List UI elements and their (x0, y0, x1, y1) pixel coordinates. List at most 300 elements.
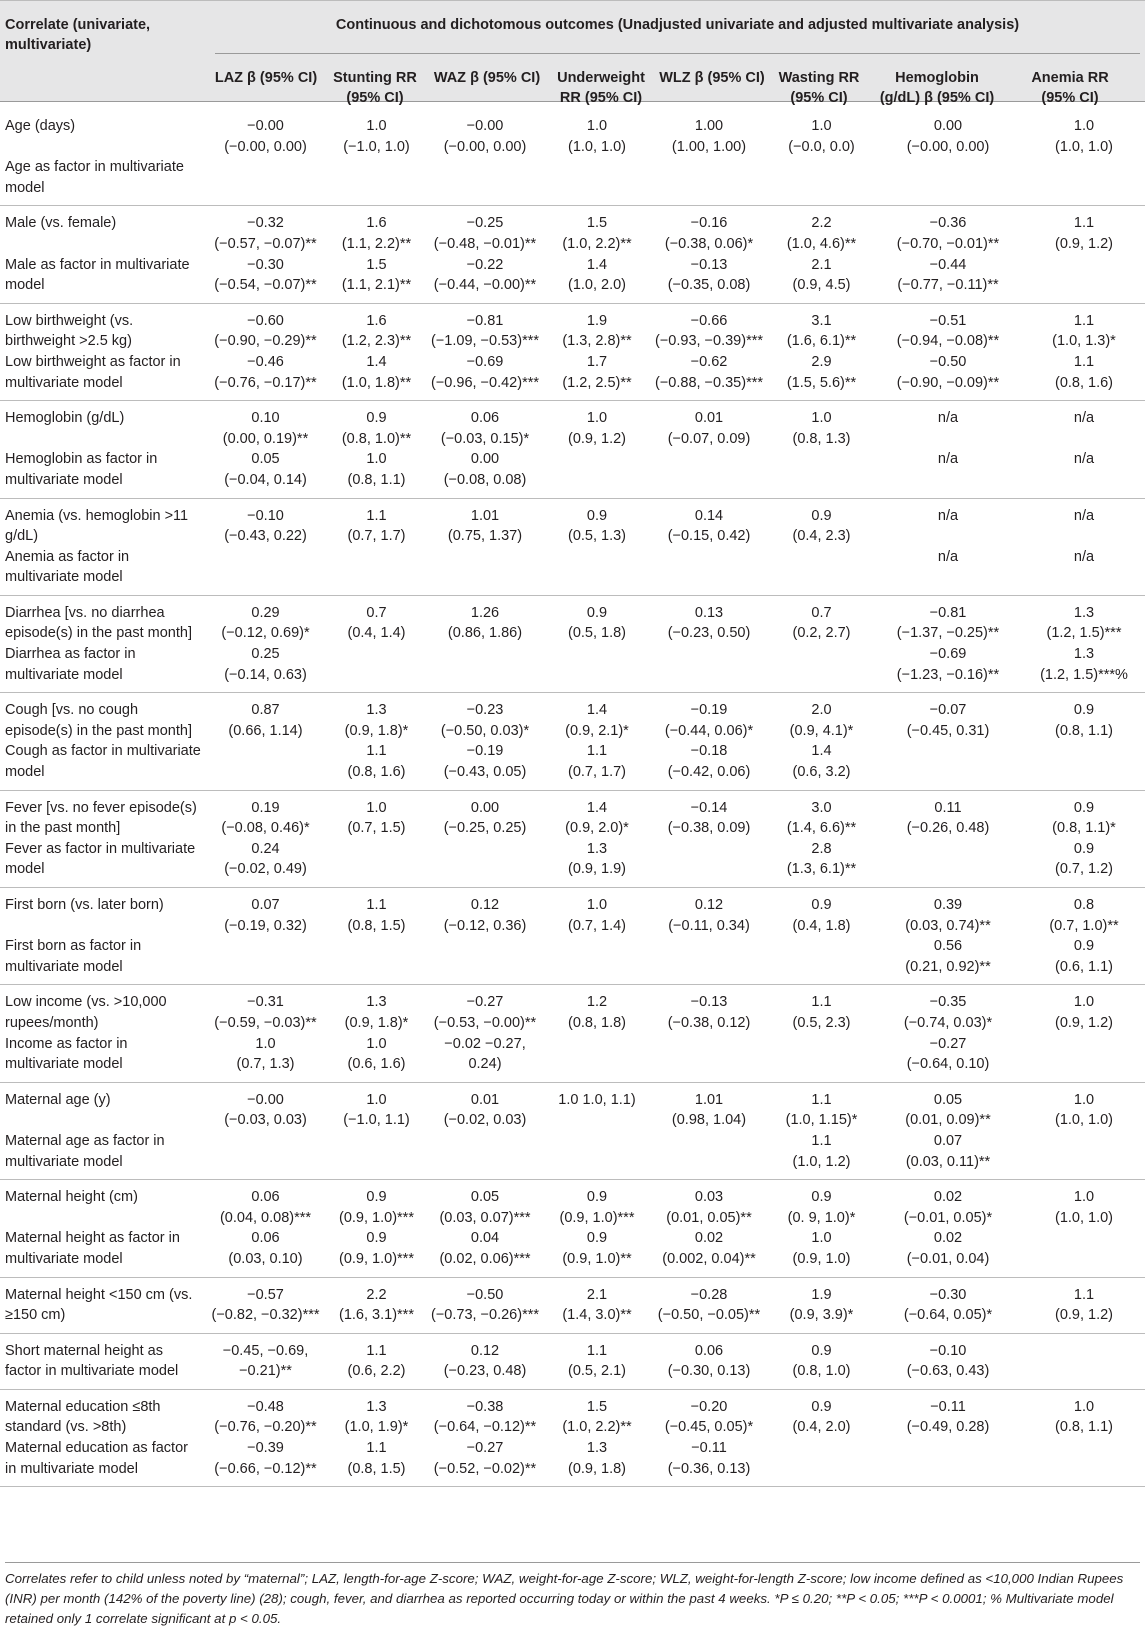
row-label: Maternal height (cm) (5, 1189, 138, 1206)
row-label: factor in multivariate model (0, 1361, 202, 1389)
table-cell: −0.36 (929, 215, 967, 232)
table-cell: (1.0, 1.8)** (329, 373, 424, 401)
table-row (0, 721, 1145, 742)
row-label: Fever as factor in multivariate (5, 840, 196, 857)
table-cell: 0.02 (933, 1189, 963, 1206)
table-cell (1023, 1054, 1145, 1082)
table-cell: −0.00 (247, 1091, 284, 1108)
table-cell: (0.8, 1.1) (1054, 1419, 1114, 1436)
column-header: Hemoglobin (g/dL) β (95% CI) (879, 70, 995, 106)
column-header: Underweight RR (95% CI) (557, 70, 645, 106)
table-cell: −0.69 (466, 353, 504, 370)
table-row (0, 449, 1145, 470)
table-cell: 0.9 (1073, 799, 1095, 816)
table-cell: 1.0 (811, 1230, 832, 1247)
table-cell (648, 859, 770, 887)
table-cell: (0.8, 1.3) (792, 430, 851, 447)
table-cell: (−1.0, 1.1) (343, 1112, 410, 1129)
table-cell (770, 449, 873, 470)
table-cell: 0.7 (366, 604, 387, 621)
table-cell (329, 644, 424, 665)
table-cell: (1.6, 6.1)** (786, 333, 857, 350)
table-cell (546, 1110, 648, 1131)
table-cell (424, 936, 546, 957)
table-cell: (0.4, 1.8) (792, 917, 851, 934)
table-row (0, 1054, 1145, 1082)
table-cell: 0.03 (694, 1189, 724, 1206)
table-cell (1023, 157, 1145, 206)
table-cell: (−0.63, 0.43) (873, 1361, 1023, 1389)
table-cell: 0.9 (1073, 840, 1095, 857)
table-cell: (0.8, 1.6) (1023, 373, 1145, 401)
table-row (0, 1361, 1145, 1389)
table-cell: −0.35 (929, 994, 967, 1011)
table-cell: 1.0 (586, 897, 608, 913)
row-label: Cough as factor in multivariate (5, 743, 201, 760)
table-cell: (−0.82, −0.32)*** (202, 1305, 329, 1333)
table-cell (424, 957, 546, 985)
table-cell: (−0.43, 0.22) (224, 528, 307, 545)
table-row (0, 1459, 1145, 1487)
row-label: Low birthweight (vs. (5, 312, 134, 329)
table-cell: 0.24) (424, 1054, 546, 1082)
table-cell: 0.8 (1073, 897, 1095, 913)
table-cell: −0.13 (690, 994, 728, 1011)
table-row (0, 1082, 1145, 1110)
table-cell: 1.6 (366, 312, 387, 329)
table-cell: −0.27 (466, 1440, 504, 1457)
column-header: Anemia RR (95% CI) (1031, 70, 1109, 106)
table-cell: 1.4 (586, 702, 608, 719)
table-cell: (−1.37, −0.25)** (896, 625, 1000, 642)
table-cell (1023, 567, 1145, 595)
table-cell: (−0.38, 0.09) (667, 820, 751, 837)
table-cell: 1.9 (811, 1286, 832, 1303)
table-cell (202, 1131, 329, 1152)
table-cell: (−0.52, −0.02)** (424, 1459, 546, 1487)
table-cell: 0.12 (470, 1342, 500, 1359)
table-cell: (−0.66, −0.12)** (202, 1459, 329, 1487)
table-cell: (−0.00, 0.00) (443, 138, 527, 155)
table-row (0, 644, 1145, 665)
table-cell: (0.5, 2.1) (546, 1361, 648, 1389)
table-cell: 1.3 (1073, 604, 1095, 621)
table-cell (424, 567, 546, 595)
table-row (0, 859, 1145, 887)
row-label: multivariate model (0, 1249, 202, 1277)
table-cell: (1.6, 3.1)*** (329, 1305, 424, 1333)
table-row (0, 1438, 1145, 1459)
table-cell: (0.5, 1.3) (567, 528, 627, 545)
table-cell: −0.07 (929, 702, 967, 719)
table-cell (873, 1438, 1023, 1459)
table-cell: 1.1 (366, 897, 387, 913)
table-cell: (−0.54, −0.07)** (202, 275, 329, 303)
table-cell: −0.19 (466, 743, 504, 760)
table-cell (1023, 470, 1145, 498)
table-cell: (−0.45, 0.31) (906, 722, 990, 739)
table-cell: (−0.90, −0.29)** (214, 333, 317, 350)
table-cell: 0.24 (251, 840, 280, 857)
table-cell (648, 547, 770, 568)
table-cell: (−0.02, 0.03) (443, 1112, 527, 1129)
table-row (0, 429, 1145, 450)
table-cell: 1.0 (1073, 1398, 1095, 1415)
table-cell: (−0.48, −0.01)** (433, 235, 537, 252)
table-cell: 0.00 (470, 451, 500, 468)
table-cell: 0.9 (811, 1398, 832, 1415)
table-cell: (−0.38, 0.06)* (664, 235, 754, 252)
table-row (0, 790, 1145, 818)
table-cell (546, 1131, 648, 1152)
column-header: LAZ β (95% CI) (214, 70, 318, 86)
table-cell: 0.11 (934, 799, 962, 816)
table-cell: (1.0, 4.6)** (786, 235, 857, 252)
table-cell (424, 644, 546, 665)
table-cell (770, 1438, 873, 1459)
table-cell: 1.5 (366, 256, 387, 273)
table-cell: (−0.76, −0.20)** (214, 1419, 317, 1436)
table-row (0, 818, 1145, 839)
table-cell: n/a (937, 507, 959, 524)
row-label: Maternal age as factor in (5, 1132, 165, 1149)
table-cell: (−0.03, 0.15)* (440, 430, 530, 447)
table-row (0, 206, 1145, 234)
row-label: model (0, 275, 202, 303)
table-cell (1023, 1034, 1145, 1055)
table-cell (648, 1131, 770, 1152)
table-cell: (0.9, 1.2) (1054, 235, 1114, 252)
table-cell (424, 839, 546, 860)
table-cell: (−0.43, 0.05) (424, 762, 546, 790)
table-cell (648, 936, 770, 957)
table-cell (873, 567, 1023, 595)
table-cell (1023, 1438, 1145, 1459)
table-cell: (1.0, 1.0) (567, 138, 627, 155)
table-cell: (0.5, 1.8) (567, 625, 627, 642)
table-cell: −0.19 (690, 702, 728, 719)
table-cell (424, 547, 546, 568)
table-cell (329, 957, 424, 985)
header-divider (215, 53, 1140, 54)
table-row (0, 526, 1145, 547)
table-cell: (−0.26, 0.48) (906, 820, 990, 837)
table-cell: (1.0, 1.3)* (1052, 333, 1116, 350)
table-cell: (0.7, 1.4) (567, 917, 627, 934)
table-cell (424, 859, 546, 887)
table-cell (770, 470, 873, 498)
table-cell: 1.0 1.0, 1.1) (558, 1091, 636, 1108)
row-label: multivariate model (0, 567, 202, 595)
table-cell (202, 957, 329, 985)
table-cell: 0.00 (470, 799, 500, 816)
table-cell: (0.9, 1.0)** (546, 1249, 648, 1277)
row-label: Fever [vs. no fever episode(s) (5, 799, 197, 816)
table-cell: 0.87 (251, 702, 280, 719)
table-cell (648, 957, 770, 985)
table-cell (873, 157, 1023, 206)
table-cell: n/a (1073, 451, 1095, 468)
row-label: Cough [vs. no cough (5, 702, 139, 719)
table-row (0, 957, 1145, 985)
table-cell: (−0.74, 0.03)* (903, 1014, 993, 1031)
table-cell (770, 157, 873, 206)
row-label: model (0, 859, 202, 887)
table-cell: (0.2, 2.7) (792, 625, 851, 642)
table-cell (546, 567, 648, 595)
table-cell: −0.10 (247, 507, 284, 524)
table-footnote: Correlates refer to child unless noted by “maternal”; LAZ, length-for-age Z-score; WAZ, weight-for-age Z-score; WLZ, weight-for-length Z-score; low income defined as <10,000 Indian Rupees (INR) per month (142% of the poverty line) (28); cough, fever, and diarrhea as reported occurring today or within the past 4 weeks. *P ≤ 0.20; **P < 0.05; ***P < 0.0001; % Multivariate model retained only 1 correlate significant at p < 0.05. (5, 1562, 1140, 1629)
table-cell (770, 1459, 873, 1487)
table-cell: (1.3, 6.1)** (770, 859, 873, 887)
table-cell (648, 470, 770, 498)
table-cell (1023, 1459, 1145, 1487)
table-cell: −0.22 (466, 256, 504, 273)
table-cell: (−0.76, −0.17)** (202, 373, 329, 401)
table-cell: (0.9, 1.2) (1023, 1305, 1145, 1333)
row-label: Anemia (vs. hemoglobin >11 (5, 507, 189, 524)
row-label: episode(s) in the past month] (5, 625, 192, 642)
table-cell: (−0.04, 0.14) (202, 470, 329, 498)
table-cell: −0.16 (690, 215, 728, 232)
table-cell: (−0.07, 0.09) (667, 430, 751, 447)
table-cell (648, 665, 770, 693)
table-row (0, 1228, 1145, 1249)
table-cell: (0.6, 3.2) (770, 762, 873, 790)
table-cell: −0.25 (466, 215, 504, 232)
table-cell: 0.06 (694, 1342, 724, 1359)
table-cell: 1.3 (366, 1398, 387, 1415)
table-cell: (0.4, 2.0) (792, 1419, 851, 1436)
table-cell: (−0.00, 0.00) (224, 138, 307, 155)
table-cell (873, 1459, 1023, 1487)
table-cell: −0.31 (247, 994, 284, 1011)
table-cell: (0.03, 0.11)** (873, 1152, 1023, 1180)
table-row (0, 373, 1145, 401)
table-row (0, 1131, 1145, 1152)
table-cell: (0.8, 1.0)** (341, 430, 412, 447)
table-cell: 0.06 (251, 1230, 280, 1247)
table-cell: −0.00 (247, 118, 284, 134)
table-cell (1023, 1361, 1145, 1389)
table-cell: −0.48 (247, 1398, 284, 1415)
table-cell: (1.2, 2.5)** (546, 373, 648, 401)
table-cell: (−0.50, −0.05)** (648, 1305, 770, 1333)
row-label: multivariate model (0, 373, 202, 401)
table-cell: 1.1 (366, 1342, 387, 1359)
table-cell: 1.0 (586, 118, 608, 134)
table-cell: (1.0, 2.2)** (562, 235, 632, 252)
table-cell: 0.14 (694, 507, 724, 524)
row-label: episode(s) in the past month] (5, 722, 192, 739)
table-cell: −0.21)** (202, 1361, 329, 1389)
table-cell: 0.06 (251, 1189, 280, 1206)
row-label (0, 429, 202, 450)
table-cell: 1.0 (586, 410, 608, 427)
table-cell (1023, 1131, 1145, 1152)
table-cell: 1.0 (1073, 994, 1095, 1011)
table-row (0, 1305, 1145, 1333)
table-cell (1023, 1333, 1145, 1361)
table-cell: −0.81 (466, 312, 504, 329)
table-cell: −0.39 (247, 1440, 284, 1457)
table-cell: (−0.14, 0.63) (202, 665, 329, 693)
table-cell (202, 741, 329, 762)
table-cell: (−0.12, 0.36) (443, 917, 527, 934)
row-label: Maternal age (y) (5, 1091, 111, 1108)
row-label: multivariate model (0, 665, 202, 693)
table-cell (546, 1034, 648, 1055)
table-cell: 1.1 (811, 994, 832, 1011)
table-cell: 0.05 (470, 1189, 500, 1206)
table-cell (424, 1152, 546, 1180)
table-cell: 2.1 (586, 1286, 608, 1303)
table-cell: 1.0 (255, 1035, 276, 1052)
table-cell (648, 1054, 770, 1082)
table-cell: (−0.08, 0.46)* (221, 820, 310, 837)
table-cell: 2.1 (811, 256, 832, 273)
table-cell: (−0.44, 0.06)* (664, 722, 754, 739)
table-cell: (0.7, 1.5) (347, 820, 406, 837)
table-cell (202, 547, 329, 568)
table-cell: (−0.64, −0.12)** (433, 1419, 537, 1436)
table-cell (329, 1152, 424, 1180)
table-cell: (1.4, 6.6)** (786, 820, 857, 837)
table-row (0, 1333, 1145, 1361)
table-cell: −0.30 (247, 256, 284, 273)
table-cell: (0.01, 0.09)** (905, 1112, 991, 1129)
table-cell: −0.02 −0.27, (444, 1035, 526, 1052)
table-cell: (−0.93, −0.39)*** (654, 333, 764, 350)
table-cell: (0.9, 1.8)* (344, 722, 409, 739)
table-cell: 0.9 (366, 1189, 387, 1206)
table-cell: (0.8, 1.5) (347, 917, 406, 934)
table-cell: (0.9, 1.2) (567, 430, 627, 447)
row-label: Anemia as factor in (5, 548, 130, 565)
table-cell: −0.13 (690, 256, 728, 273)
table-cell: n/a (1073, 548, 1095, 565)
table-cell: 3.0 (811, 799, 832, 816)
table-cell: 0.02 (933, 1230, 963, 1247)
table-cell (202, 567, 329, 595)
table-cell (546, 470, 648, 498)
table-cell: (0.03, 0.74)** (905, 917, 991, 934)
table-cell: (0.9, 1.2) (1054, 1014, 1114, 1031)
table-cell: 1.1 (811, 1132, 832, 1149)
table-cell: 1.2 (586, 994, 608, 1011)
table-cell: (−0.45, 0.05)* (664, 1419, 754, 1436)
table-row (0, 693, 1145, 721)
row-label: Income as factor in (5, 1035, 128, 1052)
table-cell: (0.04, 0.08)*** (219, 1209, 312, 1226)
table-cell: 1.1 (366, 743, 387, 760)
table-cell: 0.19 (251, 799, 280, 816)
table-cell: (−0.19, 0.32) (224, 917, 307, 934)
row-label (0, 137, 202, 158)
table-cell: −0.62 (690, 353, 728, 370)
table-cell: (0.6, 1.1) (1023, 957, 1145, 985)
table-cell: (0.8, 1.1) (1054, 722, 1114, 739)
table-cell: −0.38 (466, 1398, 504, 1415)
table-cell: (1.0, 1.0) (1054, 1209, 1114, 1226)
table-row (0, 498, 1145, 526)
table-cell: 0.9 (366, 1230, 387, 1247)
table-cell (1023, 255, 1145, 276)
table-cell: (−0.49, 0.28) (906, 1419, 990, 1436)
table-cell (546, 157, 648, 206)
table-cell (202, 1152, 329, 1180)
table-cell (329, 839, 424, 860)
table-row (0, 1249, 1145, 1277)
table-header (0, 0, 1145, 106)
table-cell: 0.07 (251, 897, 280, 913)
table-cell: (0.21, 0.92)** (873, 957, 1023, 985)
table-cell: 0.05 (251, 451, 280, 468)
table-cell: 0.9 (366, 410, 387, 427)
table-cell: (0.9, 1.0)*** (329, 1249, 424, 1277)
table-cell: (1.4, 3.0)** (546, 1305, 648, 1333)
table-cell: 0.39 (933, 897, 963, 913)
row-label: multivariate model (0, 957, 202, 985)
table-cell: 0.05 (933, 1091, 963, 1108)
table-cell: 1.3 (366, 994, 387, 1011)
table-cell: 0.9 (586, 1230, 608, 1247)
table-cell: (−0.94, −0.08)** (896, 333, 1000, 350)
table-cell: 1.4 (586, 256, 608, 273)
table-cell: (−0.88, −0.35)*** (648, 373, 770, 401)
table-cell: (−0.59, −0.03)** (214, 1014, 317, 1031)
table-cell: 1.5 (586, 1398, 608, 1415)
table-cell: (0.8, 1.1)* (1052, 820, 1116, 837)
column-header: WLZ β (95% CI) (659, 70, 765, 86)
table-cell: 1.4 (366, 353, 387, 370)
table-cell: 1.0 (366, 799, 387, 816)
row-label: multivariate model (0, 470, 202, 498)
table-cell: 1.5 (586, 215, 608, 232)
table-cell: (−0.11, 0.34) (668, 917, 750, 934)
table-cell: (−0.0, 0.0) (788, 138, 855, 155)
table-cell: 2.8 (811, 840, 832, 857)
table-cell: (−0.42, 0.06) (648, 762, 770, 790)
table-cell (424, 665, 546, 693)
table-row (0, 665, 1145, 693)
table-cell: (1.00, 1.00) (671, 138, 747, 155)
table-row (0, 255, 1145, 276)
table-cell: (1.1, 2.1)** (329, 275, 424, 303)
row-label: in the past month] (5, 820, 121, 837)
table-cell (546, 1152, 648, 1180)
table-cell: (−0.73, −0.26)*** (424, 1305, 546, 1333)
table-row (0, 985, 1145, 1013)
row-label (0, 916, 202, 937)
table-cell (648, 644, 770, 665)
table-cell (424, 157, 546, 206)
table-cell: (1.3, 2.8)** (562, 333, 632, 350)
table-cell (329, 1131, 424, 1152)
table-cell: 1.3 (366, 702, 387, 719)
table-cell (202, 157, 329, 206)
table-cell: (0.9, 4.5) (770, 275, 873, 303)
row-label: birthweight >2.5 kg) (5, 333, 132, 350)
table-cell (770, 567, 873, 595)
row-label: Age (days) (5, 118, 76, 134)
table-cell: (0. 9, 1.0)* (787, 1209, 856, 1226)
table-cell: (−0.70, −0.01)** (896, 235, 1000, 252)
table-cell (770, 957, 873, 985)
table-cell: (0.4, 2.3) (792, 528, 851, 545)
table-row (0, 888, 1145, 916)
table-cell: n/a (937, 548, 959, 565)
